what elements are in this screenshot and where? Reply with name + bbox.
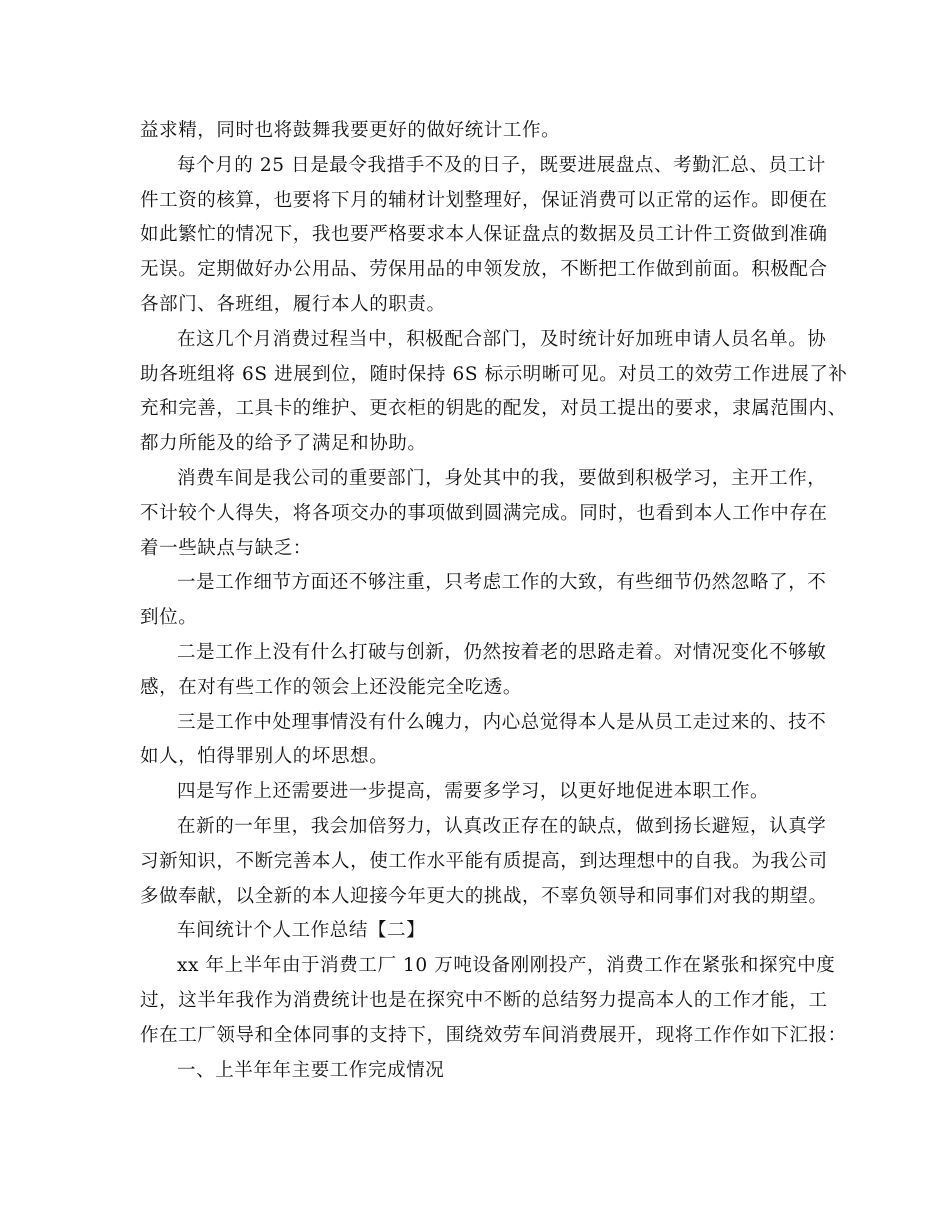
text-line: 件工资的核算，也要将下月的辅材计划整理好，保证消费可以正常的运作。即便在 xyxy=(140,189,828,211)
text-line: 过，这半年我作为消费统计也是在探究中不断的总结努力提高本人的工作才能，工 xyxy=(140,989,828,1011)
text-line: 在新的一年里，我会加倍努力，认真改正存在的缺点，做到扬长避短，认真学 xyxy=(177,815,827,837)
text-line: 都力所能及的给予了满足和协助。 xyxy=(140,433,427,455)
text-line: xx 年上半年由于消费工厂 10 万吨设备刚刚投产，消费工作在紧张和探究中度 xyxy=(177,955,836,977)
text-line: 充和完善，工具卡的维护、更衣柜的钥匙的配发，对员工提出的要求，隶属范围内、 xyxy=(140,398,847,420)
text-line: 到位。 xyxy=(140,607,198,629)
subsection-heading: 一、上半年年主要工作完成情况 xyxy=(177,1059,445,1081)
text-line: 感，在对有些工作的领会上还没能完全吃透。 xyxy=(140,676,523,698)
text-line: 在这几个月消费过程当中，积极配合部门，及时统计好加班申请人员名单。协 xyxy=(177,328,827,350)
text-line: 习新知识，不断完善本人，使工作水平能有质提高，到达理想中的自我。为我公司 xyxy=(140,850,828,872)
text-line: 四是写作上还需要进一步提高，需要多学习，以更好地促进本职工作。 xyxy=(177,781,770,803)
text-line: 作在工厂领导和全体同事的支持下，围绕效劳车间消费展开，现将工作作如下汇报： xyxy=(140,1024,847,1046)
text-line: 如此繁忙的情况下，我也要严格要求本人保证盘点的数据及员工计件工资做到准确 xyxy=(140,224,828,246)
document-body xyxy=(140,114,848,1088)
text-line: 助各班组将 6S 进展到位，随时保持 6S 标示明晰可见。对员工的效劳工作进展了补 xyxy=(140,363,848,385)
text-line: 无误。定期做好办公用品、劳保用品的申领发放，不断把工作做到前面。积极配合 xyxy=(140,259,828,281)
text-line: 各部门、各班组，履行本人的职责。 xyxy=(140,293,446,315)
text-line: 益求精，同时也将鼓舞我要更好的做好统计工作。 xyxy=(140,120,561,141)
text-line: 着一些缺点与缺乏： xyxy=(140,537,312,559)
text-line: 多做奉献，以全新的本人迎接今年更大的挑战，不辜负领导和同事们对我的期望。 xyxy=(140,885,828,907)
text-line: 一是工作细节方面还不够注重，只考虑工作的大致，有些细节仍然忽略了，不 xyxy=(177,572,827,594)
text-line: 每个月的 25 日是最令我措手不及的日子，既要进展盘点、考勤汇总、员工计 xyxy=(177,154,826,176)
text-line: 三是工作中处理事情没有什么魄力，内心总觉得本人是从员工走过来的、技不 xyxy=(177,711,827,733)
section-heading: 车间统计个人工作总结【二】 xyxy=(177,920,426,942)
text-line: 消费车间是我公司的重要部门，身处其中的我，要做到积极学习，主开工作， xyxy=(177,467,827,489)
text-line: 如人，怕得罪别人的坏思想。 xyxy=(140,746,389,768)
text-line: 不计较个人得失，将各项交办的事项做到圆满完成。同时，也看到本人工作中存在 xyxy=(140,502,828,524)
text-line: 二是工作上没有什么打破与创新，仍然按着老的思路走着。对情况变化不够敏 xyxy=(177,641,827,663)
